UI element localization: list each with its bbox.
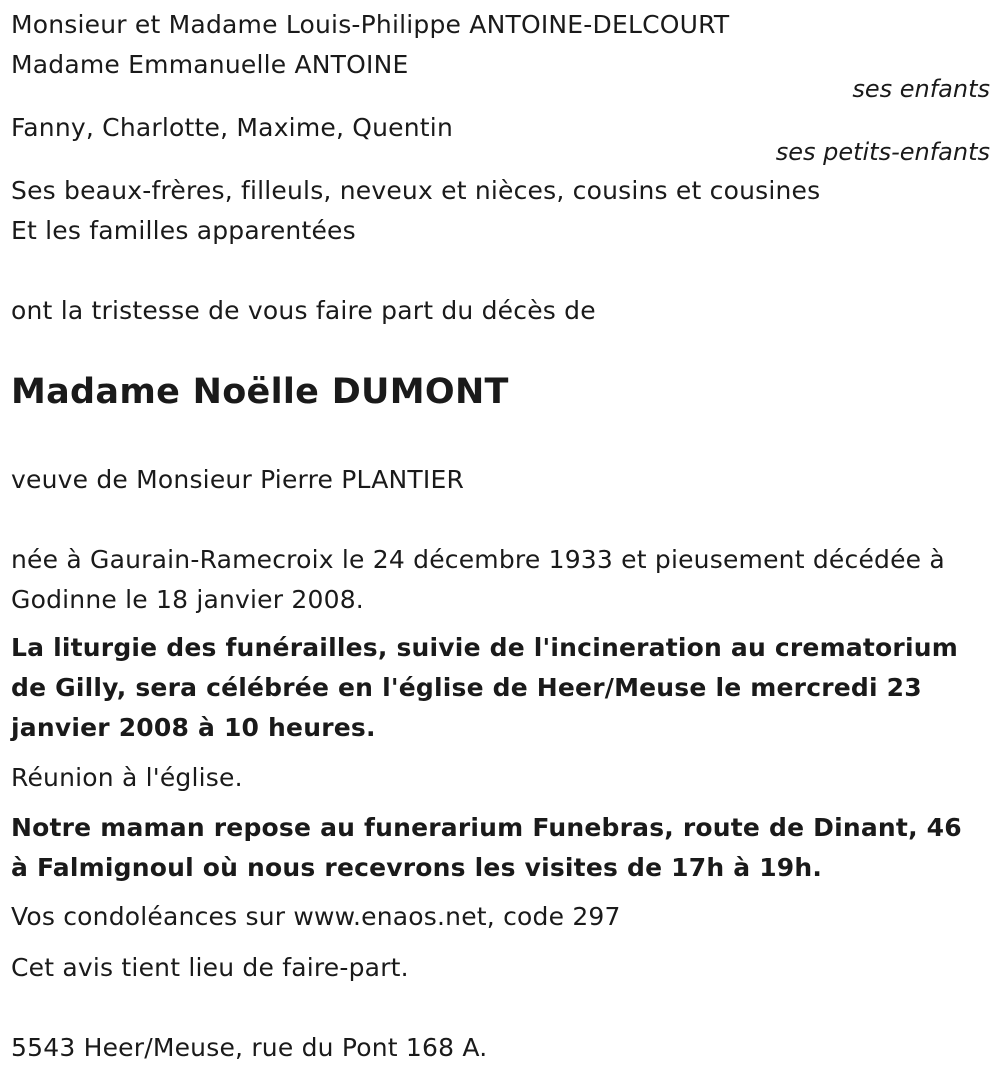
family-line-children-1: Monsieur et Madame Louis-Philippe ANTOINE-DELCOURT — [11, 10, 730, 39]
grandchildren-names: Fanny, Charlotte, Maxime, Quentin — [11, 113, 454, 142]
extended-family-line-2: Et les familles apparentées — [11, 216, 356, 245]
announcement-text: ont la tristesse de vous faire part du décès de — [11, 296, 596, 325]
grandchildren-label: ses petits-enfants — [775, 138, 990, 166]
deceased-name: Madame Noëlle DUMONT — [11, 372, 509, 412]
family-line-children-2: Madame Emmanuelle ANTOINE — [11, 50, 409, 79]
notice-text: Cet avis tient lieu de faire-part. — [11, 953, 409, 982]
condolences-text: Vos condoléances sur www.enaos.net, code 297 — [11, 902, 621, 931]
address-text: 5543 Heer/Meuse, rue du Pont 168 A. — [11, 1033, 488, 1062]
extended-family-line-1: Ses beaux-frères, filleuls, neveux et nièces, cousins et cousines — [11, 176, 821, 205]
reunion-text: Réunion à l'église. — [11, 763, 243, 792]
liturgy-paragraph: La liturgie des funérailles, suivie de l'incineration au crematorium de Gilly, sera célébrée en l'église de Heer/Meuse le mercredi 23 janvier 2008 à 10 heures. — [11, 633, 958, 742]
children-label: ses enfants — [852, 75, 990, 103]
funerarium-paragraph: Notre maman repose au funerarium Funebras, route de Dinant, 46 à Falmignoul où nous recevrons les visites de 17h à 19h. — [11, 813, 962, 882]
birth-death-paragraph: née à Gaurain-Ramecroix le 24 décembre 1933 et pieusement décédée à Godinne le 18 janvier 2008. — [11, 545, 945, 614]
spouse-text: veuve de Monsieur Pierre PLANTIER — [11, 465, 465, 494]
